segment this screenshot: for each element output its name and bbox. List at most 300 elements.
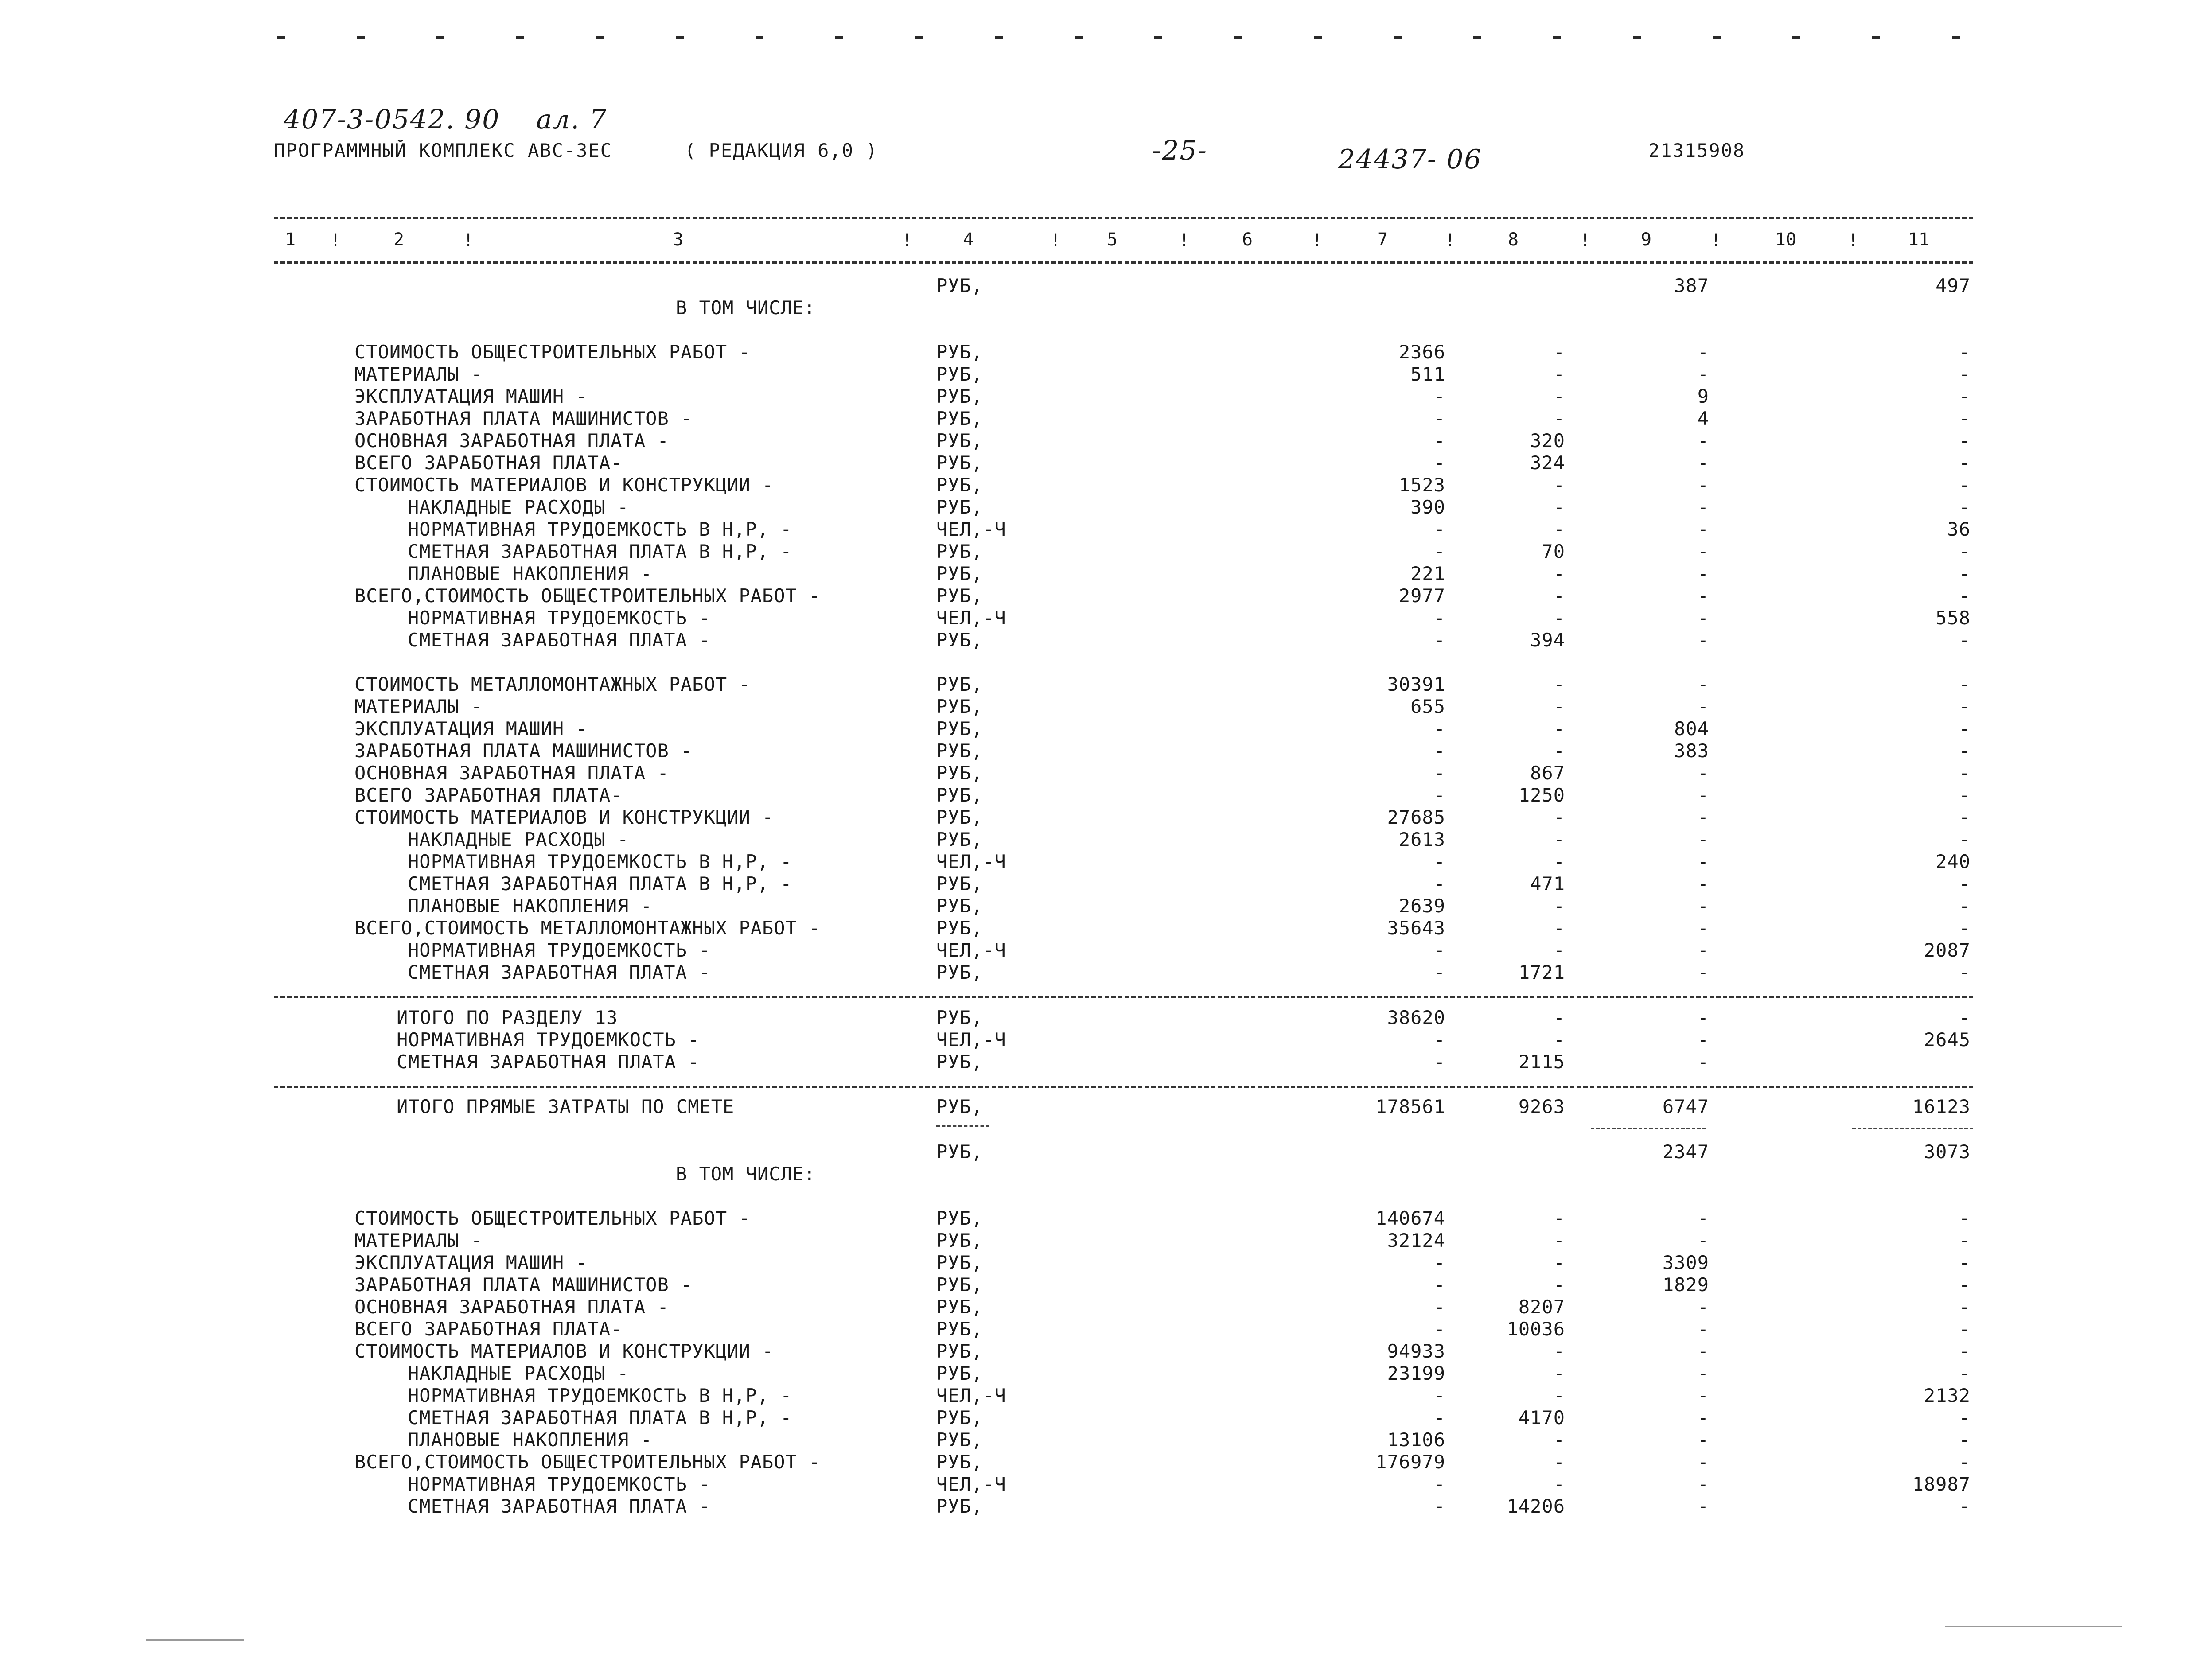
col11-value: - bbox=[1959, 806, 1971, 828]
table-row bbox=[0, 1473, 2212, 1495]
column-number: 5 bbox=[1106, 230, 1118, 250]
row-label: НОРМАТИВНАЯ ТРУДОЕМКОСТЬ - bbox=[408, 1473, 711, 1495]
bottom-left-mark bbox=[146, 1639, 244, 1641]
row-label: ИТОГО ПО РАЗДЕЛУ 13 bbox=[397, 1007, 618, 1028]
row-label: ОСНОВНАЯ ЗАРАБОТНАЯ ПЛАТА - bbox=[354, 430, 669, 452]
row-label: ВСЕГО,СТОИМОСТЬ ОБЩЕСТРОИТЕЛЬНЫХ РАБОТ - bbox=[354, 1451, 821, 1473]
col7-value: 2639 bbox=[1398, 895, 1445, 917]
col7-value: - bbox=[1433, 740, 1445, 762]
column-number: 8 bbox=[1507, 230, 1519, 250]
row-label: НОРМАТИВНАЯ ТРУДОЕМКОСТЬ В Н,Р, - bbox=[408, 851, 792, 872]
col8-value: - bbox=[1553, 607, 1565, 629]
col9-value: 804 bbox=[1674, 718, 1709, 740]
row-unit: РУБ, bbox=[936, 496, 983, 518]
column-separator: ! bbox=[330, 230, 341, 251]
perforation-tick bbox=[1075, 36, 1083, 39]
col9-value: - bbox=[1697, 1429, 1709, 1451]
col9-value: 9 bbox=[1697, 385, 1709, 407]
col7-value: - bbox=[1433, 1495, 1445, 1517]
col7-value: 2977 bbox=[1398, 585, 1445, 607]
perforation-tick bbox=[277, 36, 285, 39]
perforation-tick bbox=[436, 36, 444, 39]
row-unit: РУБ, bbox=[936, 806, 983, 828]
col7-value: - bbox=[1433, 873, 1445, 895]
col7-value: 38620 bbox=[1387, 1007, 1445, 1028]
table-row bbox=[0, 829, 2212, 851]
table-row bbox=[0, 297, 2212, 319]
table-row bbox=[0, 1385, 2212, 1407]
col11-value: 240 bbox=[1936, 851, 1971, 872]
col11-value: - bbox=[1959, 474, 1971, 496]
col8-value: - bbox=[1553, 696, 1565, 717]
table-row bbox=[0, 385, 2212, 408]
col11-value: - bbox=[1959, 1451, 1971, 1473]
row-unit: РУБ, bbox=[936, 430, 983, 452]
table-row bbox=[0, 673, 2212, 696]
table-row bbox=[0, 651, 2212, 673]
row-unit: РУБ, bbox=[936, 1407, 983, 1428]
perforation-tick bbox=[516, 36, 524, 39]
col11-value: - bbox=[1959, 452, 1971, 474]
col8-value: - bbox=[1553, 385, 1565, 407]
col8-value: 1721 bbox=[1518, 961, 1565, 983]
column-separator: ! bbox=[1179, 230, 1190, 251]
table-row bbox=[0, 518, 2212, 541]
col8-value: - bbox=[1553, 829, 1565, 850]
col9-value: - bbox=[1697, 430, 1709, 452]
column-number: 4 bbox=[962, 230, 974, 250]
col8-value: - bbox=[1553, 1429, 1565, 1451]
col11-value: - bbox=[1959, 563, 1971, 584]
col7-value: - bbox=[1433, 408, 1445, 429]
table-row bbox=[0, 784, 2212, 806]
column-number: 11 bbox=[1908, 230, 1930, 250]
perforation-tick bbox=[1633, 36, 1641, 39]
col7-value: 1523 bbox=[1398, 474, 1445, 496]
row-unit: РУБ, bbox=[936, 1495, 983, 1517]
col7-value: - bbox=[1433, 430, 1445, 452]
col8-value: 70 bbox=[1542, 541, 1565, 562]
col11-value: 2132 bbox=[1924, 1385, 1971, 1406]
row-label: СТОИМОСТЬ МАТЕРИАЛОВ И КОНСТРУКЦИИ - bbox=[354, 806, 774, 828]
col9-value: - bbox=[1697, 895, 1709, 917]
col8-value: - bbox=[1553, 474, 1565, 496]
row-unit: РУБ, bbox=[936, 961, 983, 983]
col9-value: - bbox=[1697, 696, 1709, 717]
column-separator: ! bbox=[1848, 230, 1859, 251]
perforation-tick bbox=[756, 36, 763, 39]
row-unit: РУБ, bbox=[936, 1207, 983, 1229]
col11-value: - bbox=[1959, 895, 1971, 917]
edition: ( РЕДАКЦИЯ 6,0 ) bbox=[685, 140, 878, 161]
col11-value: - bbox=[1959, 585, 1971, 607]
col9-value: - bbox=[1697, 1207, 1709, 1229]
row-label: ЗАРАБОТНАЯ ПЛАТА МАШИНИСТОВ - bbox=[354, 408, 693, 429]
col8-value: - bbox=[1553, 939, 1565, 961]
column-number: 6 bbox=[1242, 230, 1253, 250]
col8-value: 2115 bbox=[1518, 1051, 1565, 1073]
row-unit: РУБ, bbox=[936, 563, 983, 584]
col11-value: - bbox=[1959, 762, 1971, 784]
col11-value: - bbox=[1959, 541, 1971, 562]
row-label: СМЕТНАЯ ЗАРАБОТНАЯ ПЛАТА - bbox=[408, 629, 711, 651]
col9-underline bbox=[1591, 1128, 1706, 1129]
table-row bbox=[0, 275, 2212, 297]
col8-value: - bbox=[1553, 1207, 1565, 1229]
table-row bbox=[0, 408, 2212, 430]
col11-value: - bbox=[1959, 408, 1971, 429]
row-label: НОРМАТИВНАЯ ТРУДОЕМКОСТЬ - bbox=[408, 607, 711, 629]
col7-value: 13106 bbox=[1387, 1429, 1445, 1451]
col7-value: - bbox=[1433, 1296, 1445, 1318]
col9-value: - bbox=[1697, 851, 1709, 872]
row-label: ПЛАНОВЫЕ НАКОПЛЕНИЯ - bbox=[408, 895, 653, 917]
col9-value: - bbox=[1697, 1230, 1709, 1251]
col11-value: - bbox=[1959, 1274, 1971, 1296]
col8-value: - bbox=[1553, 1340, 1565, 1362]
col7-value: - bbox=[1433, 385, 1445, 407]
col11-value: - bbox=[1959, 1007, 1971, 1028]
row-label: НОРМАТИВНАЯ ТРУДОЕМКОСТЬ - bbox=[408, 939, 711, 961]
col11-value: 3073 bbox=[1924, 1141, 1971, 1163]
row-unit: РУБ, bbox=[936, 1007, 983, 1028]
col11-value: - bbox=[1959, 1429, 1971, 1451]
row-unit: РУБ, bbox=[936, 1429, 983, 1451]
col9-value: - bbox=[1697, 474, 1709, 496]
col11-value: - bbox=[1959, 1318, 1971, 1340]
row-unit: РУБ, bbox=[936, 408, 983, 429]
col11-value: - bbox=[1959, 1362, 1971, 1384]
col7-value: - bbox=[1433, 1252, 1445, 1273]
col8-value: - bbox=[1553, 341, 1565, 363]
col11-value: 558 bbox=[1936, 607, 1971, 629]
column-separator: ! bbox=[1710, 230, 1721, 251]
col9-value: - bbox=[1697, 1495, 1709, 1517]
col9-value: - bbox=[1697, 939, 1709, 961]
col8-value: - bbox=[1553, 563, 1565, 584]
table-row bbox=[0, 1207, 2212, 1230]
row-label: ВСЕГО ЗАРАБОТНАЯ ПЛАТА- bbox=[354, 784, 623, 806]
row-label: НАКЛАДНЫЕ РАСХОДЫ - bbox=[408, 829, 629, 850]
column-number: 1 bbox=[284, 230, 296, 250]
col9-value: - bbox=[1697, 873, 1709, 895]
col9-value: - bbox=[1697, 452, 1709, 474]
col9-value: 6747 bbox=[1662, 1096, 1709, 1117]
row-unit: ЧЕЛ,-Ч bbox=[936, 939, 1006, 961]
table-row bbox=[0, 1429, 2212, 1451]
table-row bbox=[0, 917, 2212, 939]
perforation-tick bbox=[1314, 36, 1322, 39]
perforation-tick bbox=[1553, 36, 1561, 39]
table-row bbox=[0, 1007, 2212, 1029]
col9-value: 2347 bbox=[1662, 1141, 1709, 1163]
row-label: ВСЕГО,СТОИМОСТЬ ОБЩЕСТРОИТЕЛЬНЫХ РАБОТ - bbox=[354, 585, 821, 607]
row-label: СТОИМОСТЬ МАТЕРИАЛОВ И КОНСТРУКЦИИ - bbox=[354, 474, 774, 496]
perforation-tick bbox=[1154, 36, 1162, 39]
row-unit: ЧЕЛ,-Ч bbox=[936, 518, 1006, 540]
col7-value: 390 bbox=[1410, 496, 1445, 518]
row-unit: РУБ, bbox=[936, 1051, 983, 1073]
row-label: ВСЕГО ЗАРАБОТНАЯ ПЛАТА- bbox=[354, 1318, 623, 1340]
col8-value: - bbox=[1553, 917, 1565, 939]
row-label: ПЛАНОВЫЕ НАКОПЛЕНИЯ - bbox=[408, 1429, 653, 1451]
row-label: ЗАРАБОТНАЯ ПЛАТА МАШИНИСТОВ - bbox=[354, 1274, 693, 1296]
col9-value: 3309 bbox=[1662, 1252, 1709, 1273]
col9-value: - bbox=[1697, 1051, 1709, 1073]
bottom-right-mark bbox=[1945, 1626, 2122, 1627]
col8-value: - bbox=[1553, 496, 1565, 518]
column-number: 9 bbox=[1640, 230, 1652, 250]
col9-value: - bbox=[1697, 1362, 1709, 1384]
col9-value: - bbox=[1697, 784, 1709, 806]
col9-value: - bbox=[1697, 1296, 1709, 1318]
col7-value: - bbox=[1433, 1318, 1445, 1340]
col9-value: - bbox=[1697, 607, 1709, 629]
col11-value: - bbox=[1959, 1407, 1971, 1428]
row-unit: РУБ, bbox=[936, 275, 983, 296]
col8-value: - bbox=[1553, 740, 1565, 762]
perforation-tick bbox=[1234, 36, 1242, 39]
col11-value: - bbox=[1959, 1495, 1971, 1517]
row-label: ЭКСПЛУАТАЦИЯ МАШИН - bbox=[354, 385, 588, 407]
col9-value: - bbox=[1697, 496, 1709, 518]
table-row bbox=[0, 873, 2212, 895]
table-row bbox=[0, 1141, 2212, 1163]
col8-value: 867 bbox=[1530, 762, 1565, 784]
handwritten-doc-code: 407-3-0542. 90 bbox=[284, 104, 500, 135]
col8-value: 8207 bbox=[1518, 1296, 1565, 1318]
col11-value: - bbox=[1959, 961, 1971, 983]
col7-value: - bbox=[1433, 607, 1445, 629]
col7-value: - bbox=[1433, 518, 1445, 540]
col11-value: - bbox=[1959, 496, 1971, 518]
row-unit: РУБ, bbox=[936, 673, 983, 695]
col11-value: - bbox=[1959, 1340, 1971, 1362]
col7-value: - bbox=[1433, 851, 1445, 872]
col11-value: - bbox=[1959, 1296, 1971, 1318]
row-unit: РУБ, bbox=[936, 1318, 983, 1340]
col8-value: - bbox=[1553, 1385, 1565, 1406]
table-row bbox=[0, 1495, 2212, 1518]
column-number: 7 bbox=[1377, 230, 1388, 250]
row-unit: РУБ, bbox=[936, 1451, 983, 1473]
col8-value: - bbox=[1553, 895, 1565, 917]
col8-value: 4170 bbox=[1518, 1407, 1565, 1428]
header-bottom-rule bbox=[274, 261, 1973, 264]
column-separator: ! bbox=[1445, 230, 1456, 251]
col11-value: - bbox=[1959, 385, 1971, 407]
col7-value: - bbox=[1433, 1473, 1445, 1495]
row-label: В ТОМ ЧИСЛЕ: bbox=[676, 1163, 816, 1185]
row-label: ОСНОВНАЯ ЗАРАБОТНАЯ ПЛАТА - bbox=[354, 1296, 669, 1318]
row-label: СТОИМОСТЬ МЕТАЛЛОМОНТАЖНЫХ РАБОТ - bbox=[354, 673, 751, 695]
row-label: ЭКСПЛУАТАЦИЯ МАШИН - bbox=[354, 1252, 588, 1273]
col9-value: - bbox=[1697, 629, 1709, 651]
col7-value: - bbox=[1433, 1385, 1445, 1406]
row-unit: РУБ, bbox=[936, 1230, 983, 1251]
col7-value: 27685 bbox=[1387, 806, 1445, 828]
col8-value: 14206 bbox=[1507, 1495, 1565, 1517]
row-label: СМЕТНАЯ ЗАРАБОТНАЯ ПЛАТА В Н,Р, - bbox=[408, 1407, 792, 1428]
row-unit: РУБ, bbox=[936, 629, 983, 651]
table-row bbox=[0, 585, 2212, 607]
col9-value: - bbox=[1697, 762, 1709, 784]
col7-value: - bbox=[1433, 452, 1445, 474]
col11-value: - bbox=[1959, 917, 1971, 939]
column-number: 10 bbox=[1775, 230, 1797, 250]
col8-value: - bbox=[1553, 673, 1565, 695]
col8-value: - bbox=[1553, 1230, 1565, 1251]
col9-value: - bbox=[1697, 563, 1709, 584]
table-row bbox=[0, 496, 2212, 518]
row-unit: ЧЕЛ,-Ч bbox=[936, 1473, 1006, 1495]
table-row bbox=[0, 1274, 2212, 1296]
handwritten-album: ал. 7 bbox=[536, 104, 608, 135]
col8-value: - bbox=[1553, 1252, 1565, 1273]
col9-value: - bbox=[1697, 1407, 1709, 1428]
col7-value: 2366 bbox=[1398, 341, 1445, 363]
perforation-tick bbox=[357, 36, 365, 39]
table-row bbox=[0, 806, 2212, 829]
row-label: МАТЕРИАЛЫ - bbox=[354, 363, 483, 385]
column-separator: ! bbox=[1580, 230, 1591, 251]
col8-value: - bbox=[1553, 1473, 1565, 1495]
col8-value: - bbox=[1553, 851, 1565, 872]
row-unit: РУБ, bbox=[936, 917, 983, 939]
row-label: ПЛАНОВЫЕ НАКОПЛЕНИЯ - bbox=[408, 563, 653, 584]
table-row bbox=[0, 961, 2212, 984]
row-unit: РУБ, bbox=[936, 385, 983, 407]
col7-value: - bbox=[1433, 1407, 1445, 1428]
col8-value: 9263 bbox=[1518, 1096, 1565, 1117]
column-separator: ! bbox=[902, 230, 913, 251]
table-row bbox=[0, 629, 2212, 651]
column-separator: ! bbox=[1050, 230, 1061, 251]
perforation-tick bbox=[596, 36, 604, 39]
col8-value: - bbox=[1553, 408, 1565, 429]
row-unit: РУБ, bbox=[936, 585, 983, 607]
row-label: ВСЕГО ЗАРАБОТНАЯ ПЛАТА- bbox=[354, 452, 623, 474]
col11-value: - bbox=[1959, 363, 1971, 385]
col8-value: - bbox=[1553, 1362, 1565, 1384]
row-unit: ЧЕЛ,-Ч bbox=[936, 607, 1006, 629]
row-unit: РУБ, bbox=[936, 1252, 983, 1273]
row-unit: ЧЕЛ,-Ч bbox=[936, 1385, 1006, 1406]
table-row bbox=[0, 1318, 2212, 1340]
col8-value: - bbox=[1553, 1451, 1565, 1473]
row-label: НОРМАТИВНАЯ ТРУДОЕМКОСТЬ В Н,Р, - bbox=[408, 1385, 792, 1406]
table-row bbox=[0, 1407, 2212, 1429]
table-row bbox=[0, 1340, 2212, 1362]
row-label: ВСЕГО,СТОИМОСТЬ МЕТАЛЛОМОНТАЖНЫХ РАБОТ - bbox=[354, 917, 821, 939]
col7-value: - bbox=[1433, 1051, 1445, 1073]
col9-value: - bbox=[1697, 1318, 1709, 1340]
col11-value: - bbox=[1959, 430, 1971, 452]
col8-value: - bbox=[1553, 585, 1565, 607]
col8-value: - bbox=[1553, 518, 1565, 540]
col9-value: 4 bbox=[1697, 408, 1709, 429]
row-unit: РУБ, bbox=[936, 873, 983, 895]
col11-value: - bbox=[1959, 673, 1971, 695]
perforation-tick bbox=[1792, 36, 1800, 39]
table-row bbox=[0, 541, 2212, 563]
col9-value: - bbox=[1697, 1473, 1709, 1495]
col11-value: 18987 bbox=[1912, 1473, 1971, 1495]
perforation-tick bbox=[676, 36, 684, 39]
col9-value: - bbox=[1697, 341, 1709, 363]
table-row bbox=[0, 1451, 2212, 1473]
col11-value: - bbox=[1959, 696, 1971, 717]
col9-value: - bbox=[1697, 585, 1709, 607]
col7-value: - bbox=[1433, 961, 1445, 983]
table-row bbox=[0, 1185, 2212, 1207]
table-row bbox=[0, 696, 2212, 718]
table-row bbox=[0, 1362, 2212, 1385]
table-row bbox=[0, 607, 2212, 629]
col11-value: 2645 bbox=[1924, 1029, 1971, 1051]
perforation-tick bbox=[1473, 36, 1481, 39]
perforation-tick bbox=[1952, 36, 1960, 39]
row-unit: РУБ, bbox=[936, 762, 983, 784]
col7-value: - bbox=[1433, 629, 1445, 651]
col9-value: - bbox=[1697, 1385, 1709, 1406]
col11-value: 16123 bbox=[1912, 1096, 1971, 1117]
col11-value: 36 bbox=[1947, 518, 1971, 540]
table-row bbox=[0, 762, 2212, 784]
col11-value: - bbox=[1959, 341, 1971, 363]
column-separator: ! bbox=[1312, 230, 1323, 251]
col11-value: - bbox=[1959, 1230, 1971, 1251]
perforation-tick bbox=[1394, 36, 1402, 39]
table-row bbox=[0, 430, 2212, 452]
col9-value: - bbox=[1697, 518, 1709, 540]
unit-underline bbox=[936, 1125, 989, 1127]
column-number: 2 bbox=[393, 230, 405, 250]
col11-value: 497 bbox=[1936, 275, 1971, 296]
col8-value: 10036 bbox=[1507, 1318, 1565, 1340]
col9-value: - bbox=[1697, 673, 1709, 695]
col7-value: 221 bbox=[1410, 563, 1445, 584]
row-label: СМЕТНАЯ ЗАРАБОТНАЯ ПЛАТА - bbox=[408, 961, 711, 983]
row-unit: РУБ, bbox=[936, 696, 983, 717]
perforation-tick bbox=[1713, 36, 1721, 39]
col9-value: 387 bbox=[1674, 275, 1709, 296]
col8-value: - bbox=[1553, 1029, 1565, 1051]
row-unit: ЧЕЛ,-Ч bbox=[936, 1029, 1006, 1051]
col7-value: 32124 bbox=[1387, 1230, 1445, 1251]
row-label: НАКЛАДНЫЕ РАСХОДЫ - bbox=[408, 1362, 629, 1384]
table-row bbox=[0, 363, 2212, 385]
table-row bbox=[0, 1029, 2212, 1051]
row-label: МАТЕРИАЛЫ - bbox=[354, 1230, 483, 1251]
row-unit: РУБ, bbox=[936, 895, 983, 917]
col11-underline bbox=[1852, 1128, 1973, 1129]
col9-value: - bbox=[1697, 1340, 1709, 1362]
col8-value: 320 bbox=[1530, 430, 1565, 452]
perforation-tick bbox=[915, 36, 923, 39]
row-unit: РУБ, bbox=[936, 1362, 983, 1384]
row-label: СМЕТНАЯ ЗАРАБОТНАЯ ПЛАТА В Н,Р, - bbox=[408, 873, 792, 895]
col7-value: 176979 bbox=[1375, 1451, 1445, 1473]
table-row bbox=[0, 1230, 2212, 1252]
row-unit: РУБ, bbox=[936, 718, 983, 740]
col7-value: - bbox=[1433, 762, 1445, 784]
table-row bbox=[0, 1096, 2212, 1118]
handwritten-order-no: 24437- 06 bbox=[1338, 144, 1482, 175]
table-row bbox=[0, 452, 2212, 474]
col7-value: 178561 bbox=[1375, 1096, 1445, 1117]
table-row bbox=[0, 718, 2212, 740]
